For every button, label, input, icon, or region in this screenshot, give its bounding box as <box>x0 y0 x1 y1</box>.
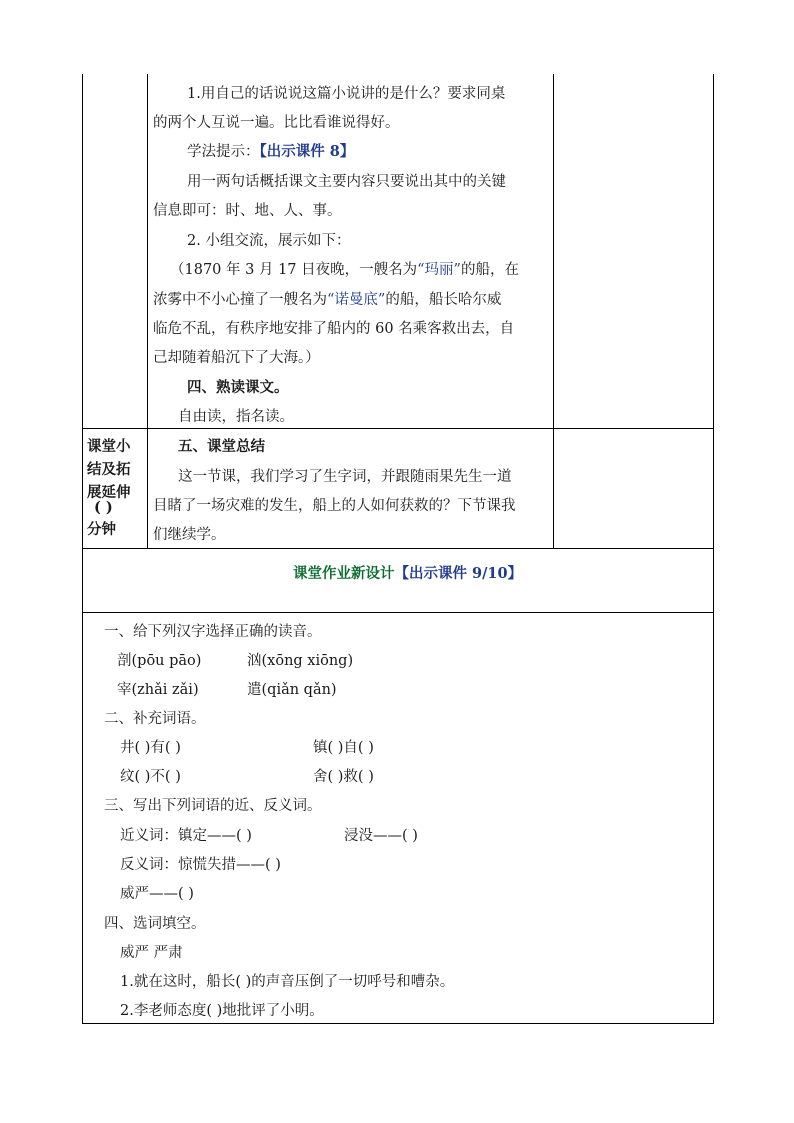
table-bottom-border <box>82 1023 714 1024</box>
section-heading: 五、课堂总结 <box>178 438 265 455</box>
homework-title <box>293 564 522 584</box>
study-tip-label: 学法提示： <box>187 144 260 160</box>
paragraph-line: 自由读，指名读。 <box>178 409 294 425</box>
row-label: 分钟 <box>87 521 116 538</box>
homework-heading: 课堂作业新设计 <box>293 565 395 582</box>
table-left-border <box>82 74 83 1024</box>
exercise-item: 浸没——( ) <box>344 828 418 844</box>
exercise-heading: 四、选词填空。 <box>104 916 206 932</box>
exercise-item: 镇( )自( ) <box>313 740 374 756</box>
exercise-item: 舍( )救( ) <box>313 769 374 785</box>
paragraph-line <box>170 260 519 280</box>
row-divider-1 <box>82 428 714 429</box>
courseware-link: 【出示课件 9/10】 <box>394 565 523 582</box>
paragraph-line: 1.用自己的话说说这篇小说讲的是什么？要求同桌 <box>187 86 506 102</box>
exercise-item: 汹(xōng xiōng) <box>247 653 354 669</box>
study-tip <box>187 142 354 162</box>
exercise-item: 井( )有( ) <box>120 740 181 756</box>
paragraph-line: 临危不乱，有秩序地安排了船内的 60 名乘客救出去，自 <box>153 321 515 337</box>
word-choices: 威严 严肃 <box>120 945 183 961</box>
exercise-item: 纹( )不( ) <box>120 769 181 785</box>
paragraph-line: 的两个人互说一遍。比比看谁说得好。 <box>153 115 400 131</box>
quoted-name: “玛丽” <box>417 262 461 278</box>
row-label: 课堂小 <box>87 438 131 455</box>
paragraph-line: 信息即可：时、地、人、事。 <box>153 203 342 219</box>
text-span: 的船，在 <box>460 262 519 278</box>
paragraph-line: 己却随着船沉下了大海。） <box>153 350 320 366</box>
paragraph-line: 用一两句话概括课文主要内容只要说出其中的关键 <box>187 174 506 190</box>
exercise-item: 遣(qiǎn qǎn) <box>247 682 337 698</box>
quoted-name: “诺曼底” <box>327 292 386 308</box>
notes-column-divider <box>553 74 554 548</box>
section-heading: 四、熟读课文。 <box>187 379 289 396</box>
exercise-item: 反义词：惊慌失措——( ) <box>120 857 281 873</box>
text-span: （1870 年 3 月 17 日夜晚，一艘名为 <box>170 262 418 278</box>
table-right-border <box>713 74 714 1024</box>
exercise-heading: 一、给下列汉字选择正确的读音。 <box>104 624 322 640</box>
exercise-item: 1.就在这时，船长( )的声音压倒了一切呼号和嘈杂。 <box>120 974 455 990</box>
paragraph-line: 这一节课，我们学习了生字词，并跟随雨果先生一道 <box>178 469 512 485</box>
paragraph-line <box>153 290 501 310</box>
paragraph-line: 目睹了一场灾难的发生，船上的人如何获救的？下节课我 <box>153 498 516 514</box>
exercise-heading: 二、补充词语。 <box>104 711 206 727</box>
text-span: 浓雾中不小心撞了一艘名为 <box>153 292 327 308</box>
exercise-item: 近义词：镇定——( ) <box>120 828 252 844</box>
exercise-item: 宰(zhǎi zǎi) <box>117 682 199 698</box>
courseware-link: 【出示课件 8】 <box>259 143 355 160</box>
text-span: 的船，船长哈尔威 <box>385 292 502 308</box>
row-label: ( ) <box>94 499 113 516</box>
row-label: 结及拓 <box>87 461 131 478</box>
row-label: 展延伸 <box>87 484 131 501</box>
exercise-heading: 三、写出下列词语的近、反义词。 <box>104 798 322 814</box>
exercise-item: 剖(pōu pāo) <box>117 653 202 669</box>
row-divider-2 <box>82 548 714 549</box>
row-divider-3 <box>82 612 714 613</box>
paragraph-line: 们继续学。 <box>153 527 226 543</box>
exercise-item: 2.李老师态度( )地批评了小明。 <box>120 1003 324 1019</box>
exercise-item: 威严——( ) <box>120 886 194 902</box>
label-column-divider <box>147 74 148 548</box>
paragraph-line: 2. 小组交流，展示如下： <box>187 233 351 249</box>
